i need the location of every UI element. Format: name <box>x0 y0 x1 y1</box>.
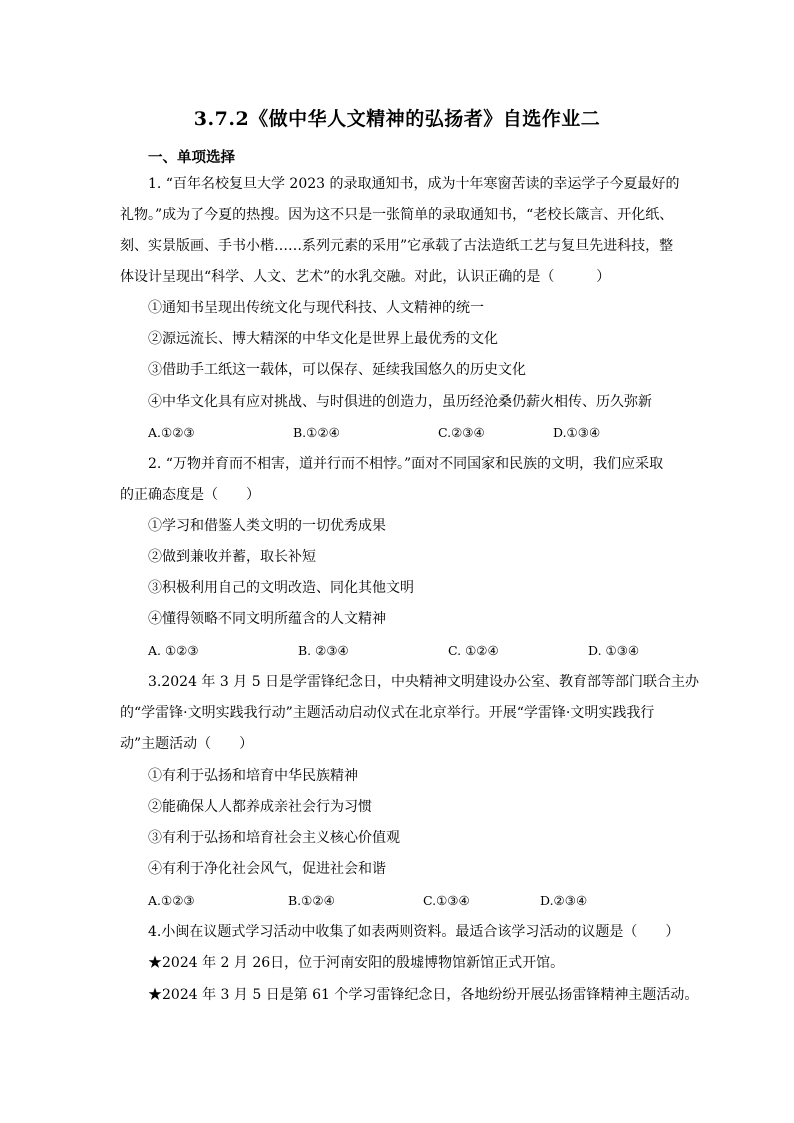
question-2-statement: ③积极利用自己的文明改造、同化其他文明 <box>148 580 414 596</box>
question-2-line: 2. “万物并育而不相害，道并行而不相悖。”面对不同国家和民族的文明，我们应采取 <box>148 456 664 472</box>
question-2-choice-b: B. ②③④ <box>298 643 349 658</box>
question-3-choice-c: C.①③④ <box>423 893 470 908</box>
question-4-line: 4.小闽在议题式学习活动中收集了如表两则资料。最适合该学习活动的议题是（ ） <box>148 924 680 940</box>
question-3-choice-a: A.①②③ <box>148 893 195 908</box>
question-3-statement: ③有利于弘扬和培育社会主义核心价值观 <box>148 830 400 846</box>
document-title: 3.7.2《做中华人文精神的弘扬者》自选作业二 <box>193 108 601 130</box>
question-1-line: 体设计呈现出“科学、人文、艺术”的水乳交融。对此，认识正确的是（ ） <box>120 269 611 285</box>
question-4-material: ★2024 年 3 月 5 日是第 61 个学习雷锋纪念日，各地纷纷开展弘扬雷锋精神主题活动。 <box>148 987 699 1003</box>
question-1-statement: ③借助手工纸这一载体，可以保存、延续我国悠久的历史文化 <box>148 362 526 378</box>
question-1-choice-b: B.①②④ <box>293 425 340 440</box>
question-3-statement: ①有利于弘扬和培育中华民族精神 <box>148 768 358 784</box>
question-3-line: 3.2024 年 3 月 5 日是学雷锋纪念日，中央精神文明建设办公室、教育部等部门联合主办 <box>148 674 700 690</box>
question-3-line: 的“学雷锋·文明实践我行动”主题活动启动仪式在北京举行。开展“学雷锋·文明实践我行 <box>120 705 655 721</box>
question-3-statement: ④有利于净化社会风气，促进社会和谐 <box>148 861 386 877</box>
question-1-statement: ④中华文化具有应对挑战、与时俱进的创造力，虽历经沧桑仍薪火相传、历久弥新 <box>148 394 652 410</box>
question-1-choice-c: C.②③④ <box>438 425 485 440</box>
question-2-statement: ①学习和借鉴人类文明的一切优秀成果 <box>148 518 386 534</box>
question-1-statement: ①通知书呈现出传统文化与现代科技、人文精神的统一 <box>148 300 484 316</box>
question-2-statement: ②做到兼收并蓄，取长补短 <box>148 549 316 565</box>
question-1-choice-a: A.①②③ <box>148 425 195 440</box>
question-2-statement: ④懂得领略不同文明所蕴含的人文精神 <box>148 611 386 627</box>
question-2-line: 的正确态度是（ ） <box>120 487 260 503</box>
question-2-choice-d: D. ①③④ <box>588 643 640 658</box>
question-3-statement: ②能确保人人都养成亲社会行为习惯 <box>148 799 372 815</box>
question-1-choice-d: D.①③④ <box>553 425 601 440</box>
question-3-choice-d: D.②③④ <box>540 893 588 908</box>
question-3-line: 动”主题活动（ ） <box>120 736 254 752</box>
question-2-choice-c: C. ①②④ <box>448 643 499 658</box>
section-heading: 一、单项选择 <box>148 149 235 166</box>
question-1-line: 刻、实景版画、手书小楷……系列元素的采用”它承载了古法造纸工艺与复旦先进科技，整 <box>120 238 674 254</box>
question-1-line: 1. “百年名校复旦大学 2023 的录取通知书，成为十年寒窗苦读的幸运学子今夏最好的 <box>148 176 680 192</box>
question-3-choice-b: B.①②④ <box>288 893 335 908</box>
question-1-line: 礼物。”成为了今夏的热搜。因为这不只是一张简单的录取通知书，“老校长箴言、开化纸、 <box>120 207 674 223</box>
question-2-choice-a: A. ①②③ <box>148 643 199 658</box>
question-4-material: ★2024 年 2 月 26日，位于河南安阳的殷墟博物馆新馆正式开馆。 <box>148 955 565 971</box>
question-1-statement: ②源远流长、博大精深的中华文化是世界上最优秀的文化 <box>148 331 498 347</box>
